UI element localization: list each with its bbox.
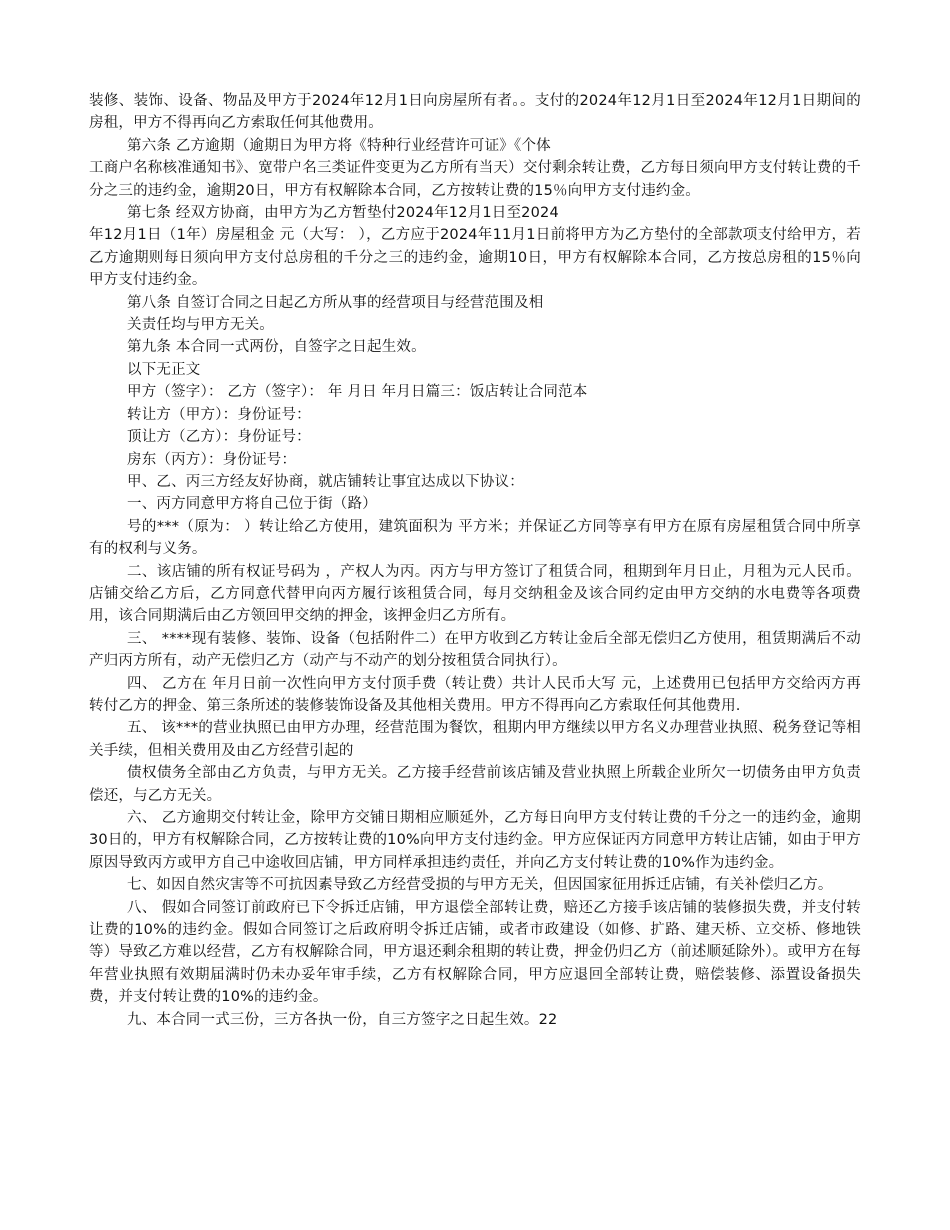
clause-8: 八、 假如合同签订前政府已下令拆迁店铺，甲方退偿全部转让费，赔还乙方接手该店铺的装修损失费，并支付转让费的10%的违约金。假如合同签订之后政府明令拆迁店铺，或者市政建设（如修、扩路、建天桥、立交桥、修地铁等）导致乙方难以经营，乙方有权解除合同，甲方退还剩余租期的转让费，押金仍归乙方（前述顺延除外）。或甲方在每年营业执照有效期届满时仍未办妥年审手续，乙方有权解除合同，甲方应退回全部转让费，赔偿装修、添置设备损失费，并支付转让费的10%的违约金。 — [89, 899, 861, 1006]
paragraph: 工商户名称核准通知书》、宽带户名三类证件变更为乙方所有当天）交付剩余转让费，乙方每日须向甲方支付转让费的千分之三的违约金，逾期20日，甲方有权解除本合同，乙方按转让费的15％向甲方支付违约金。 — [89, 160, 861, 199]
clause-1: 一、丙方同意甲方将自己位于街（路） — [127, 496, 377, 513]
paragraph: 关责任均与甲方无关。 — [127, 317, 274, 334]
document-body — [89, 90, 861, 1031]
signature-line: 甲方（签字）： 乙方（签字）： 年 月日 年月日篇三：饭店转让合同范本 — [127, 384, 588, 401]
clause-7: 七、如因自然灾害等不可抗因素导致乙方经营受损的与甲方无关，但因国家征用拆迁店铺，有关补偿归乙方。 — [127, 877, 833, 894]
paragraph-end-note: 以下无正文 — [127, 361, 201, 378]
paragraph-article-7: 第七条 经双方协商，由甲方为乙方暂垫付2024年12月1日至2024 — [127, 205, 559, 222]
clause-6: 六、 乙方逾期交付转让金，除甲方交铺日期相应顺延外，乙方每日向甲方支付转让费的千分之一的违约金，逾期30日的，甲方有权解除合同，乙方按转让费的10%向甲方支付违约金。甲方应保证丙方同意甲方转让店铺，如由于甲方原因导致丙方或甲方自己中途收回店铺，甲方同样承担违约责任，并向乙方支付转让费的10%作为违约金。 — [89, 810, 861, 871]
party-c-line: 房东（丙方）：身份证号： — [127, 451, 297, 468]
paragraph-article-9: 第九条 本合同一式两份，自签字之日起生效。 — [127, 339, 426, 356]
paragraph: 装修、装饰、设备、物品及甲方于2024年12月1日向房屋所有者。。支付的2024年12月1日至2024年12月1日期间的房租，甲方不得再向乙方索取任何其他费用。 — [89, 93, 861, 132]
paragraph-preamble: 甲、乙、丙三方经友好协商，就店铺转让事宜达成以下协议： — [127, 473, 524, 490]
party-b-line: 顶让方（乙方）：身份证号： — [127, 429, 311, 446]
clause-4: 四、 乙方在 年月日前一次性向甲方支付顶手费（转让费）共计人民币大写 元，上述费用已包括甲方交给丙方再转付乙方的押金、第三条所述的装修装饰设备及其他相关费用。甲方不得再向乙方索取任何其他费用. — [89, 675, 861, 714]
clause-2: 二、该店铺的所有权证号码为 ，产权人为丙。丙方与甲方签订了租赁合同，租期到年月日止，月租为元人民币。店铺交给乙方后，乙方同意代替甲向丙方履行该租赁合同，每月交纳租金及该合同约定由甲方交纳的水电费等各项费用，该合同期满后由乙方领回甲交纳的押金，该押金归乙方所有。 — [89, 563, 861, 625]
clause-1-cont: 号的***（原为： ）转让给乙方使用，建筑面积为 平方米；并保证乙方同等享有甲方在原有房屋租赁合同中所享有的权利与义务。 — [89, 518, 861, 558]
clause-3: 三、 ****现有装修、装饰、设备（包括附件二）在甲方收到乙方转让金后全部无偿归乙方使用，租赁期满后不动产归丙方所有，动产无偿归乙方（动产与不动产的划分按租赁合同执行）。 — [89, 630, 861, 670]
paragraph-article-6: 第六条 乙方逾期（逾期日为甲方将《特种行业经营许可证》《个体 — [127, 137, 551, 154]
clause-9: 九、本合同一式三份，三方各执一份，自三方签字之日起生效。22 — [127, 1011, 558, 1028]
paragraph: 年12月1日（1年）房屋租金 元（大写： ），乙方应于2024年11月1日前将甲方为乙方垫付的全部款项支付给甲方，若乙方逾期则每日须向甲方支付总房租的千分之三的违约金，逾期10日，甲方有权解除本合同，乙方按总房租的15％向甲方支付违约金。 — [89, 227, 861, 289]
clause-5: 五、 该***的营业执照已由甲方办理，经营范围为餐饮，租期内甲方继续以甲方名义办理营业执照、税务登记等相关手续，但相关费用及由乙方经营引起的 — [89, 720, 861, 759]
party-a-line: 转让方（甲方）：身份证号： — [127, 406, 311, 423]
paragraph-article-8: 第八条 自签订合同之日起乙方所从事的经营项目与经营范围及相 — [127, 294, 544, 311]
clause-5-cont: 债权债务全部由乙方负责，与甲方无关。乙方接手经营前该店铺及营业执照上所载企业所欠一切债务由甲方负责偿还，与乙方无关。 — [89, 765, 861, 804]
